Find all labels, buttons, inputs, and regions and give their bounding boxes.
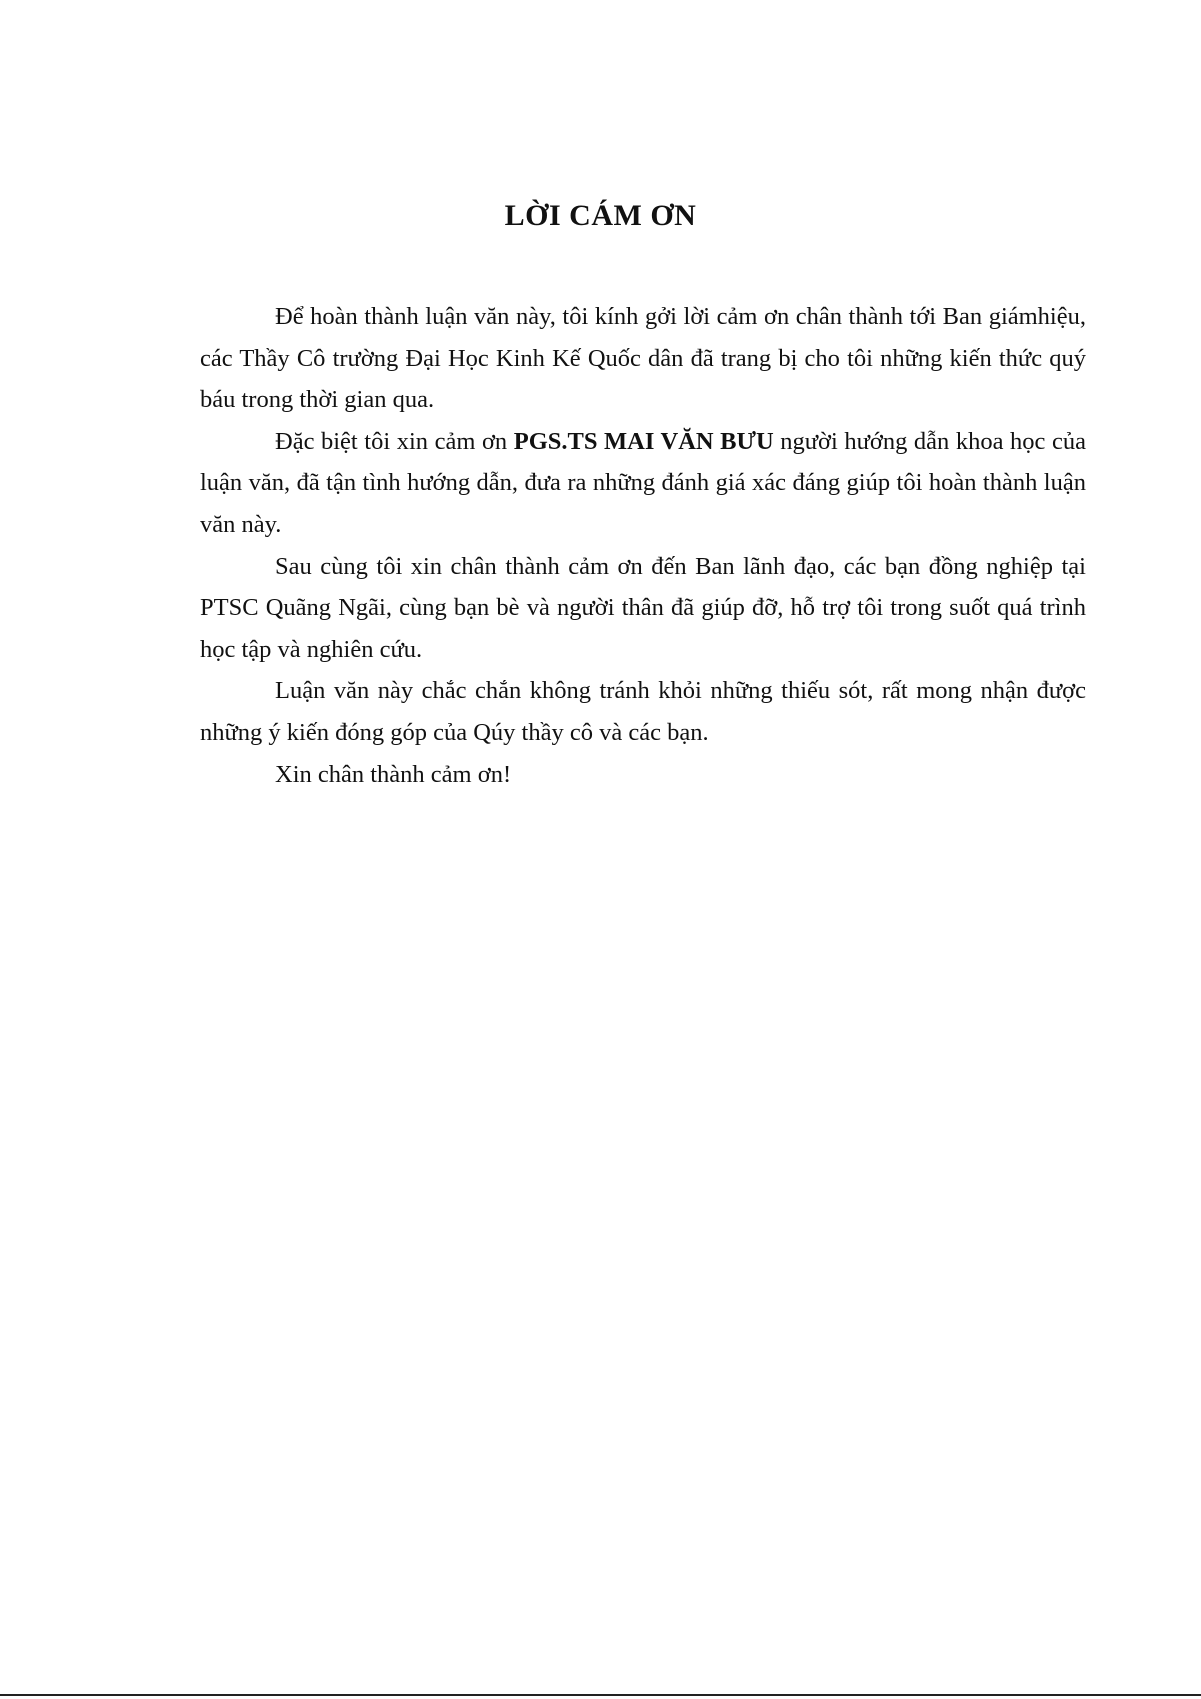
page-title: LỜI CÁM ƠN: [504, 199, 697, 232]
paragraph-2-intro: Đặc biệt tôi xin cảm ơn: [275, 427, 514, 455]
closing-line: Xin chân thành cảm ơn!: [275, 760, 512, 788]
paragraph-2: [200, 421, 1086, 546]
acknowledgement-body: [200, 296, 1086, 795]
paragraph-3: Sau cùng tôi xin chân thành cảm ơn đến Ban lãnh đạo, các bạn đồng nghiệp tại PTSC Quãng Ngãi, cùng bạn bè và người thân đã giúp đỡ, hỗ trợ tôi trong suốt quá trình học tập và nghiên cứu.: [200, 552, 1086, 663]
page-bottom-border: [0, 1694, 1201, 1696]
advisor-name: PGS.TS MAI VĂN BƯU: [513, 427, 774, 455]
paragraph-2-rest: người hướng dẫn khoa học của luận văn, đã tận tình hướng dẫn, đưa ra những đánh giá xác đáng giúp tôi hoàn thành luận văn này.: [200, 427, 1086, 538]
paragraph-1: Để hoàn thành luận văn này, tôi kính gởi lời cảm ơn chân thành tới Ban giámhiệu, các Thầy Cô trường Đại Học Kinh Kế Quốc dân đã trang bị cho tôi những kiến thức quý báu trong thời gian qua.: [200, 303, 1086, 414]
paragraph-4: Luận văn này chắc chắn không tránh khỏi những thiếu sót, rất mong nhận được những ý kiến đóng góp của Qúy thầy cô và các bạn.: [200, 677, 1086, 746]
